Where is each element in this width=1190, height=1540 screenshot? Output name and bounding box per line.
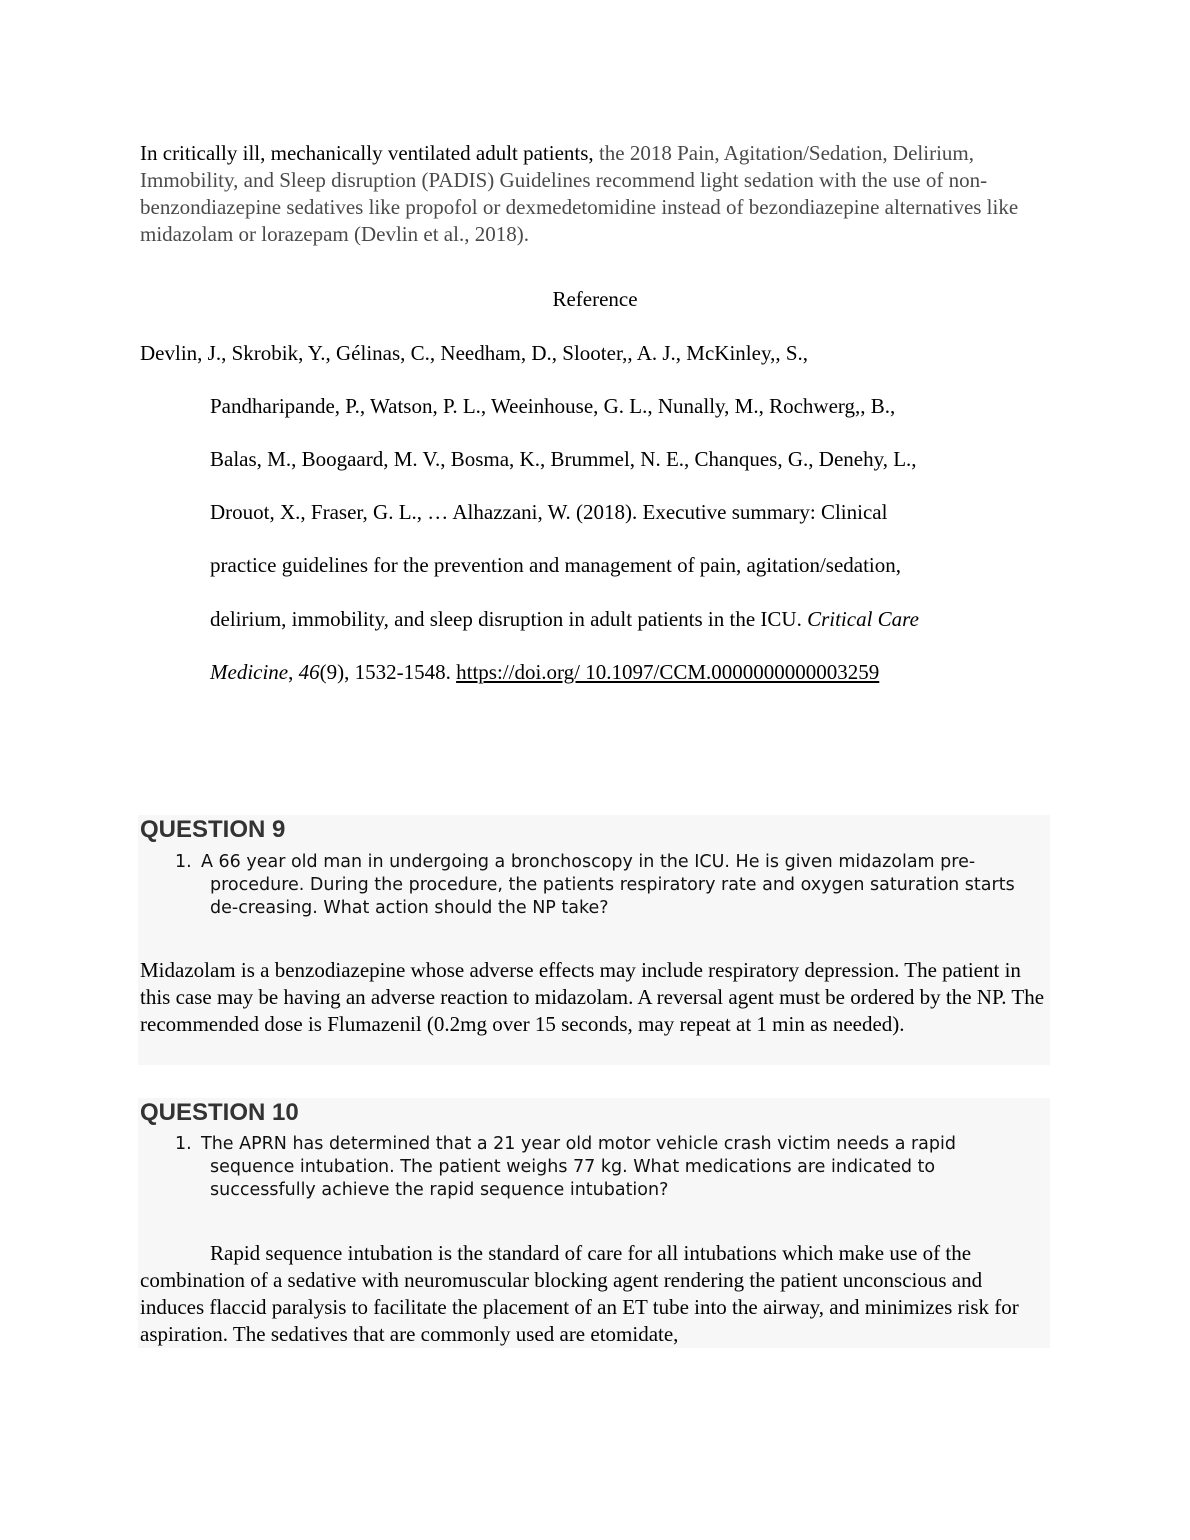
reference-line: Devlin, J., Skrobik, Y., Gélinas, C., Needham, D., Slooter,, A. J., McKinley,, S., (140, 341, 809, 365)
journal-issue-pages: (9), 1532-1548. (319, 660, 457, 684)
reference-line-text: delirium, immobility, and sleep disruption in adult patients in the ICU. (210, 607, 808, 631)
reference-comma: , (288, 660, 299, 684)
question-number: 1. (175, 852, 192, 872)
reference-line: Drouot, X., Fraser, G. L., … Alhazzani, W. (2018). Executive summary: Clinical (210, 500, 888, 524)
reference-line: Pandharipande, P., Watson, P. L., Weeinhouse, G. L., Nunally, M., Rochwerg,, B., (210, 394, 896, 418)
question-body: The APRN has determined that a 21 year old motor vehicle crash victim needs a rapid sequence intubation. The patient weighs 77 kg. What medications are indicated to successfully achieve the rapid sequence intubation? (201, 1134, 956, 1200)
question-9-block (138, 815, 1050, 1065)
intro-rest: the 2018 Pain, Agitation/Sedation, Delirium, Immobility, and Sleep disruption (PADIS) Guidelines recommend light sedation with the use of non-benzondiazepine sedatives like propofol or dexmedetomidine instead of bezondiazepine alternatives like midazolam or lorazepam (Devlin et al., 2018). (140, 141, 1019, 246)
journal-volume: 46 (298, 660, 320, 684)
answer-text: Rapid sequence intubation is the standard of care for all intubations which make use of the combination of a sedative with neuromuscular blocking agent rendering the patient unconscious and induces flaccid paralysis to facilitate the placement of an ET tube into the airway, and minimizes risk for aspiration. The sedatives that are commonly used are etomidate, (140, 1241, 1019, 1346)
journal-name-part2: Medicine (210, 660, 289, 684)
reference-line (210, 606, 919, 633)
journal-name-part1: Critical Care (807, 607, 919, 631)
question-text (175, 851, 1045, 920)
question-text (175, 1133, 1045, 1202)
intro-paragraph (140, 140, 1050, 248)
reference-heading: Reference (552, 287, 638, 311)
question-10-block (138, 1098, 1050, 1348)
answer-text: Midazolam is a benzodiazepine whose adverse effects may include respiratory depression. The patient in this case may be having an adverse reaction to midazolam. A reversal agent must be ordered by the NP. The recommended dose is Flumazenil (0.2mg over 15 seconds, may repeat at 1 min as needed). (140, 958, 1045, 1036)
reference-line: practice guidelines for the prevention and management of pain, agitation/sedation, (210, 553, 902, 577)
intro-lead: In critically ill, mechanically ventilated adult patients, (140, 141, 594, 165)
question-title: QUESTION 10 (140, 1099, 299, 1126)
reference-line: Balas, M., Boogaard, M. V., Bosma, K., Brummel, N. E., Chanques, G., Denehy, L., (210, 447, 917, 471)
reference-line (210, 659, 879, 686)
question-body: A 66 year old man in undergoing a bronchoscopy in the ICU. He is given midazolam pre-procedure. During the procedure, the patients respiratory rate and oxygen saturation starts de-creasing. What action should the NP take? (201, 852, 1015, 918)
doi-link[interactable]: https://doi.org/ 10.1097/CCM.0000000000003259 (456, 660, 880, 684)
question-title: QUESTION 9 (140, 816, 286, 843)
question-number: 1. (175, 1134, 192, 1154)
